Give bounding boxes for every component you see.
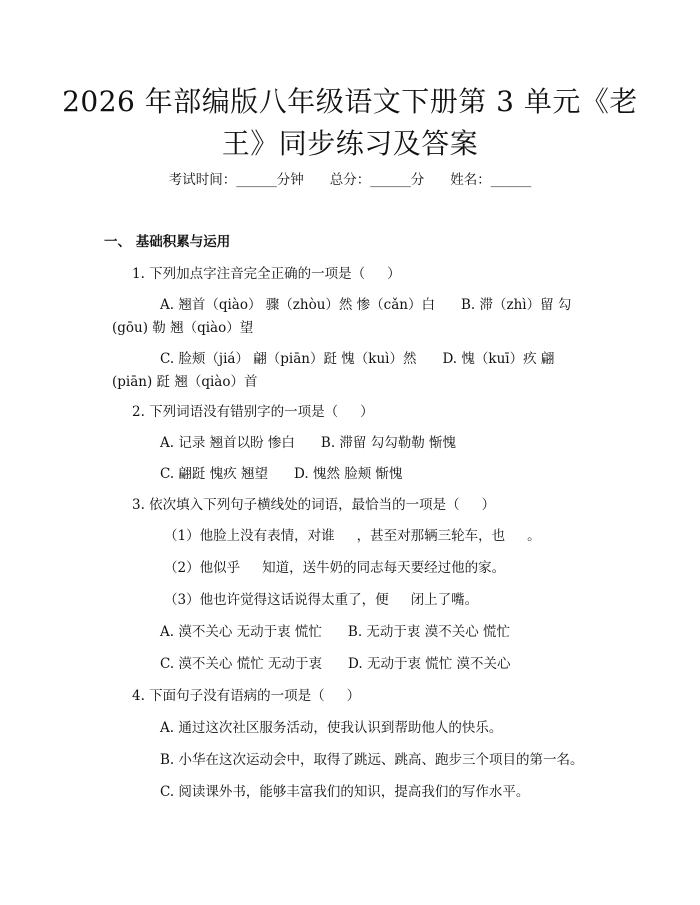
q4-option-a: A. 通过这次社区服务活动，使我认识到帮助他人的快乐。 — [160, 720, 503, 736]
q4-option-b: B. 小华在这次运动会中，取得了跳远、跳高、跑步三个项目的第一名。 — [160, 752, 584, 768]
q4-option-c: C. 阅读课外书，能够丰富我们的知识，提高我们的写作水平。 — [160, 784, 530, 800]
q3-option-d: D. 无动于衷 慌忙 漠不关心 — [348, 656, 511, 672]
exam-score: 总分：______分 — [329, 172, 425, 188]
q1-option-a: A. 翘首（qiào） 骤（zhòu）然 惨（cǎn）白 — [160, 297, 435, 313]
q2-option-a: A. 记录 翘首以盼 惨白 — [160, 435, 295, 451]
question-1-options-cd — [160, 347, 554, 367]
document-title-line-2: 王》同步练习及答案 — [221, 127, 479, 160]
question-1-options-cd-wrap: (piān) 跹 翘（qiào）首 — [112, 374, 258, 390]
q1-option-d: D. 愧（kuī）疚 翩 — [442, 351, 555, 367]
question-2-options-cd — [160, 462, 403, 482]
question-3-stem: 3. 依次填入下列句子横线处的词语，最恰当的一项是（ ） — [132, 497, 496, 513]
q2-option-b: B. 滞留 勾勾勒勒 惭愧 — [320, 435, 457, 451]
question-3-sentence-1: （1）他脸上没有表情，对谁 ，甚至对那辆三轮车，也 。 — [164, 528, 541, 544]
exam-time: 考试时间：______分钟 — [168, 172, 304, 188]
question-3-sentence-2: （2）他似乎 知道，送牛奶的同志每天要经过他的家。 — [164, 560, 506, 576]
section-heading: 一、 基础积累与运用 — [104, 234, 231, 250]
question-1-options-ab-wrap: (gōu) 勒 翘（qiào）望 — [112, 320, 254, 336]
question-3-options-ab — [160, 620, 510, 640]
document-title-line-1: 2026 年部编版八年级语文下册第 3 单元《老 — [62, 85, 638, 118]
q2-option-d: D. 愧然 脸颊 惭愧 — [294, 466, 403, 482]
question-1-options-ab — [160, 293, 571, 313]
q2-option-c: C. 翩跹 愧疚 翘望 — [160, 466, 269, 482]
q3-option-c: C. 漠不关心 慌忙 无动于衷 — [160, 656, 323, 672]
question-1-stem: 1. 下列加点字注音完全正确的一项是（ ） — [132, 266, 401, 282]
exam-info — [0, 168, 700, 188]
student-name: 姓名：______ — [450, 172, 532, 188]
q1-option-c: C. 脸颊（jiá） 翩（piān）跹 愧（kuì）然 — [160, 351, 417, 367]
q1-option-b: B. 滞（zhì）留 勾 — [460, 297, 572, 313]
question-4-stem: 4. 下面句子没有语病的一项是（ ） — [132, 688, 361, 704]
question-3-sentence-3: （3）他也许觉得这话说得太重了，便 闭上了嘴。 — [164, 592, 479, 608]
q3-option-a: A. 漠不关心 无动于衷 慌忙 — [160, 624, 322, 640]
q3-option-b: B. 无动于衷 漠不关心 慌忙 — [347, 624, 511, 640]
question-2-stem: 2. 下列词语没有错别字的一项是（ ） — [132, 404, 374, 420]
question-3-options-cd — [160, 652, 511, 672]
question-2-options-ab — [160, 431, 456, 451]
